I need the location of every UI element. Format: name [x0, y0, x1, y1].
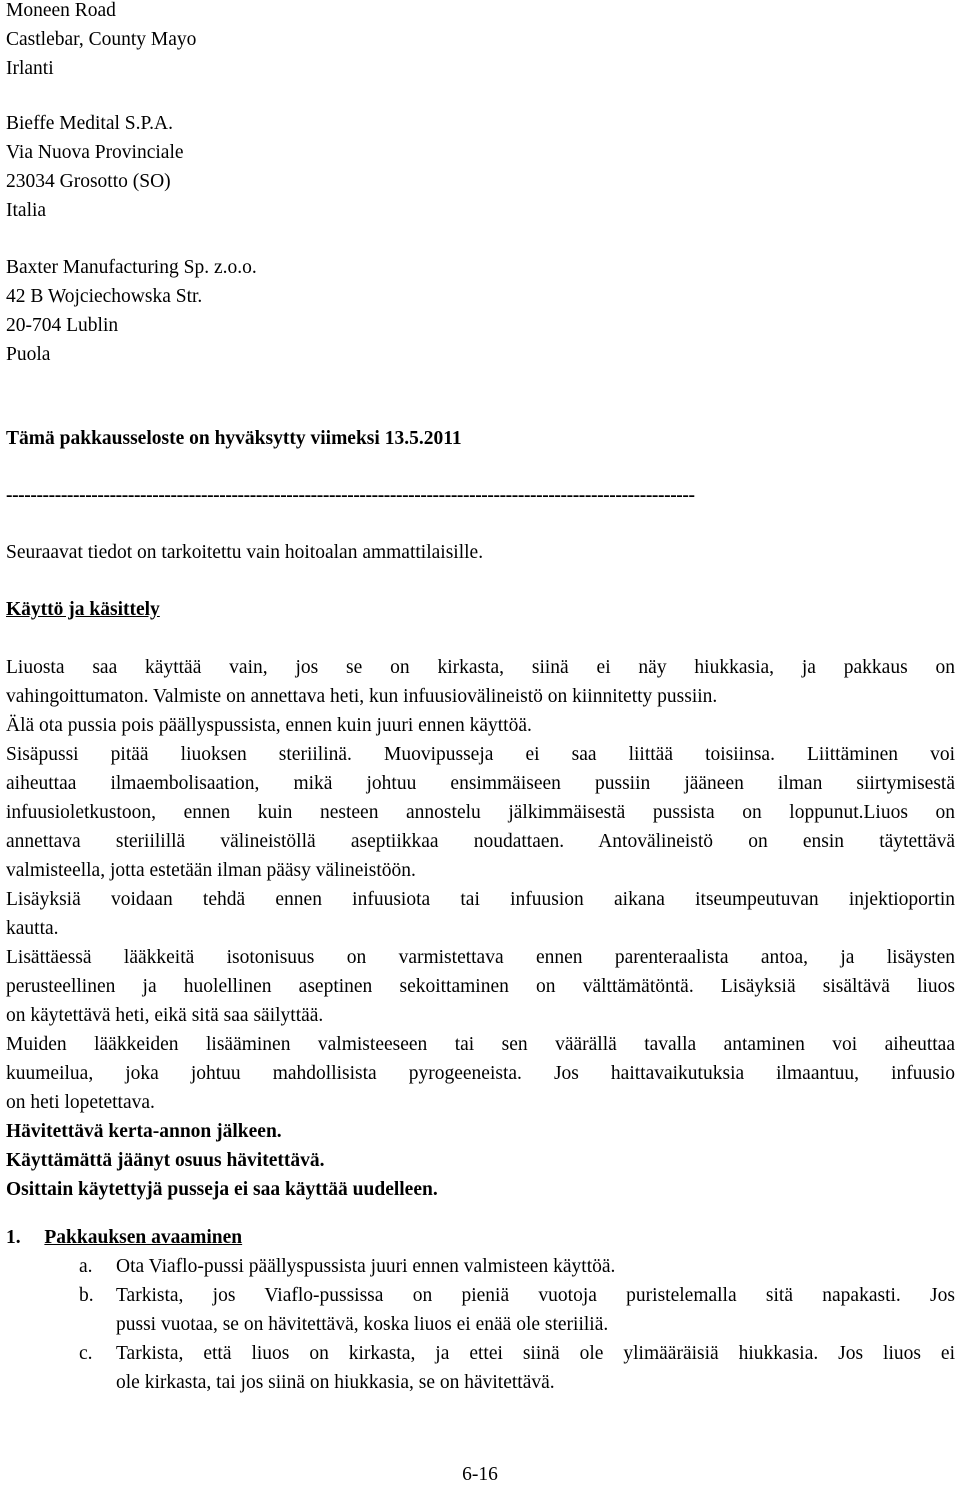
paragraph-line: on käytettävä heti, eikä sitä saa säilyttää. [6, 1005, 324, 1026]
list-item [79, 1252, 955, 1281]
manufacturer-address-italy [6, 109, 955, 225]
bold-note: Hävitettävä kerta-annon jälkeen. [6, 1121, 282, 1142]
address-line: 20-704 Lublin [6, 315, 119, 336]
address-line: 42 B Wojciechowska Str. [6, 286, 203, 307]
address-line: Via Nuova Provinciale [6, 142, 184, 163]
section-title [6, 595, 955, 624]
list-item-letter: a. [79, 1256, 93, 1277]
paragraph-line: vahingoittumaton. Valmiste on annettava heti, kun infuusiovälineistö on kiinnitetty pussiin. [6, 686, 718, 707]
page-number: 6-16 [462, 1464, 498, 1485]
paragraph-line: kautta. [6, 918, 59, 939]
heading-number: 1. [6, 1227, 21, 1248]
bold-note: Käyttämättä jäänyt osuus hävitettävä. [6, 1150, 325, 1171]
intro-text: Seuraavat tiedot on tarkoitettu vain hoitoalan ammattilaisille. [6, 542, 484, 563]
paragraph-line: Sisäpussi pitää liuoksen steriilinä. Muovipusseja ei saa liittää toisiinsa. Liittäminen voi [6, 744, 955, 765]
paragraph-line: annettava steriilillä välineistöllä aseptiikkaa noudattaen. Antovälineistö on ensin täytettävä [6, 831, 955, 852]
heading-title: Pakkauksen avaaminen [44, 1227, 243, 1248]
list-item-text: Tarkista, jos Viaflo-pussissa on pieniä vuotoja puristelemalla sitä napakasti. Jos [116, 1285, 955, 1306]
paragraph-line: kuumeilua, joka johtuu mahdollisista pyrogeeneista. Jos haittavaikutuksia ilmaantuu, infuusio [6, 1063, 955, 1084]
address-line: Puola [6, 344, 51, 365]
list-item [79, 1281, 955, 1339]
list-item-letter: b. [79, 1285, 94, 1306]
address-line: Irlanti [6, 58, 54, 79]
paragraph-line: aiheuttaa ilmaembolisaation, mikä johtuu ensimmäiseen pussiin jääneen ilman siirtymisestä [6, 773, 955, 794]
paragraph-line: Älä ota pussia pois päällyspussista, ennen kuin juuri ennen käyttöä. [6, 715, 532, 736]
body-text [6, 653, 955, 1204]
paragraph-line: Liuosta saa käyttää vain, jos se on kirkasta, siinä ei näy hiukkasia, ja pakkaus on [6, 657, 955, 678]
paragraph-line: on heti lopetettava. [6, 1092, 155, 1113]
list-item-text: pussi vuotaa, se on hävitettävä, koska liuos ei enää ole steriiliä. [116, 1314, 609, 1335]
address-line: Castlebar, County Mayo [6, 29, 197, 50]
list-item-text: Tarkista, että liuos on kirkasta, ja ettei siinä ole ylimääräisiä hiukkasia. Jos liuos ei [116, 1343, 955, 1364]
paragraph-line: Lisättäessä lääkkeitä isotonisuus on varmistettava ennen parenteraalista antoa, ja lisäysten [6, 947, 955, 968]
paragraph-line: Muiden lääkkeiden lisääminen valmisteeseen tai sen väärällä tavalla antaminen voi aiheuttaa [6, 1034, 955, 1055]
list-item-text: ole kirkasta, tai jos siinä on hiukkasia, se on hävitettävä. [116, 1372, 555, 1393]
approval-date-line: Tämä pakkausseloste on hyväksytty viimeksi 13.5.2011 [6, 428, 462, 449]
address-line: Italia [6, 200, 47, 221]
bold-note: Osittain käytettyjä pusseja ei saa käyttää uudelleen. [6, 1179, 438, 1200]
paragraph-line: Lisäyksiä voidaan tehdä ennen infuusiota tai infuusion aikana itseumpeutuvan injektioportin [6, 889, 955, 910]
address-line: Moneen Road [6, 0, 116, 21]
manufacturer-address-ireland [6, 0, 955, 83]
list-item-letter: c. [79, 1343, 93, 1364]
paragraph-line: perusteellinen ja huolellinen aseptinen sekoittaminen on välttämätöntä. Lisäyksiä sisältävä liuos [6, 976, 955, 997]
manufacturer-address-poland [6, 253, 955, 369]
paragraph-line: infuusioletkustoon, ennen kuin nesteen annostelu jälkimmäisestä pussista on loppunut.Liuos on [6, 802, 955, 823]
address-line: Bieffe Medital S.P.A. [6, 113, 174, 134]
separator-line: ----------------------------------------------------------------------------------------------------------------- [6, 485, 695, 506]
paragraph-line: valmisteella, jotta estetään ilman pääsy välineistöön. [6, 860, 416, 881]
section-title-text: Käyttö ja käsittely [6, 599, 160, 620]
numbered-heading [6, 1223, 242, 1252]
list-item-text: Ota Viaflo-pussi päällyspussista juuri ennen valmisteen käyttöä. [116, 1256, 616, 1277]
list-item [79, 1339, 955, 1397]
address-line: Baxter Manufacturing Sp. z.o.o. [6, 257, 257, 278]
address-line: 23034 Grosotto (SO) [6, 171, 171, 192]
